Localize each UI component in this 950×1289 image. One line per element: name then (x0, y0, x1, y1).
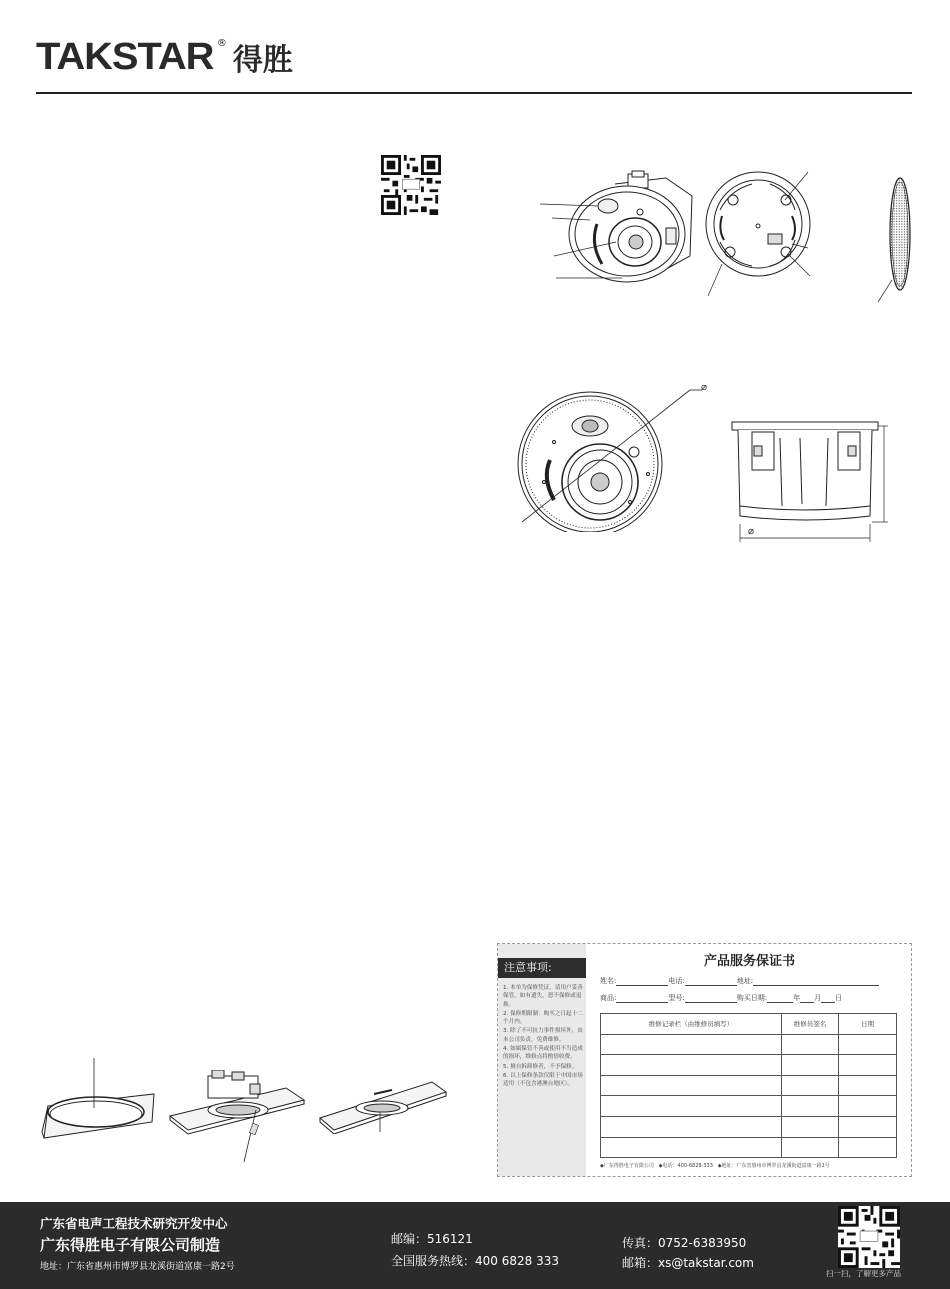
warranty-fields-row-1 (600, 976, 879, 986)
side-diameter-symbol: ⌀ (748, 526, 755, 537)
field-purchase-date-label: 购买日期: (736, 994, 768, 1002)
footer-company: 广东得胜电子有限公司制造 (40, 1236, 221, 1254)
repair-record-cell[interactable] (601, 1075, 782, 1096)
footer-address: 地址：广东省惠州市博罗县龙溪街道富康一路2号 (40, 1262, 235, 1272)
page-footer (0, 1202, 950, 1289)
field-phone-blank[interactable] (685, 977, 737, 986)
front-dimension-figure (508, 382, 708, 532)
footer-research-center: 广东省电声工程技术研究开发中心 (40, 1216, 228, 1231)
field-model-label: 型号: (668, 994, 685, 1002)
table-row (601, 1116, 897, 1137)
install-step-2-figure (168, 1070, 308, 1166)
qr-caption: 扫一扫，了解更多产品 (826, 1269, 901, 1278)
warranty-fields-row-2 (600, 993, 842, 1003)
signature-cell[interactable] (782, 1075, 839, 1096)
install-step-1-figure (34, 1058, 156, 1140)
field-address-label: 地址: (736, 977, 754, 985)
date-cell[interactable] (839, 1075, 897, 1096)
footer-postcode: 邮编：516121 (391, 1232, 473, 1246)
date-cell[interactable] (839, 1096, 897, 1117)
warranty-footer-phone: ◆电话：400-6828-333 (658, 1163, 713, 1169)
table-row (601, 1055, 897, 1076)
qr-code-large (838, 1206, 900, 1268)
repair-record-cell[interactable] (601, 1055, 782, 1076)
signature-cell[interactable] (782, 1055, 839, 1076)
front-diameter-symbol: ⌀ (701, 382, 708, 393)
footer-fax: 传真：0752-6383950 (622, 1236, 747, 1250)
field-day-blank[interactable] (821, 994, 835, 1003)
note-item: 5. 擅自拆卸修者，不予保修。 (503, 1063, 578, 1070)
note-item: 2. 保修期限制：购买之日起十二个月内。 (503, 1010, 583, 1026)
table-header-row (601, 1014, 897, 1035)
date-cell[interactable] (839, 1137, 897, 1158)
field-month-label: 月 (814, 994, 822, 1002)
header-date: 日期 (839, 1014, 897, 1035)
field-model-blank[interactable] (685, 994, 737, 1003)
note-item: 4. 如属保管不善或使用不当造成的损坏，维修点将酌情收费。 (503, 1046, 583, 1061)
field-phone-label: 电话: (668, 977, 685, 985)
brand-name-en: TAKSTAR (36, 36, 214, 78)
footer-email[interactable]: 邮箱：xs@takstar.com (622, 1256, 754, 1270)
install-step-3-figure (318, 1074, 448, 1134)
field-year-blank[interactable] (767, 994, 793, 1003)
header-divider (36, 92, 912, 94)
signature-cell[interactable] (782, 1034, 839, 1055)
warranty-card (497, 943, 912, 1177)
repair-record-cell[interactable] (601, 1137, 782, 1158)
warranty-footer-company: ◆广东得胜电子有限公司 (600, 1163, 654, 1169)
header-repair-record: 维修记录栏（由维修员填写） (601, 1014, 782, 1035)
warranty-footer (600, 1162, 830, 1169)
brand-logo (36, 38, 293, 76)
note-item: 6. 以上保修条款仅限于中国市场适用（不包含港澳台地区）。 (503, 1072, 583, 1088)
table-row (601, 1034, 897, 1055)
field-address-blank[interactable] (753, 977, 879, 986)
table-row (601, 1137, 897, 1158)
field-year-label: 年 (793, 994, 801, 1002)
field-day-label: 日 (835, 994, 843, 1002)
speaker-perspective-figure (540, 168, 700, 286)
repair-record-cell[interactable] (601, 1034, 782, 1055)
footer-hotline: 全国服务热线：400 6828 333 (391, 1254, 559, 1268)
header-technician-signature: 维修员签名 (782, 1014, 839, 1035)
repair-record-table (600, 1013, 897, 1158)
table-row (601, 1075, 897, 1096)
brand-name-cn: 得胜 (232, 43, 293, 78)
date-cell[interactable] (839, 1055, 897, 1076)
warranty-footer-address: ◆地址：广东省惠州市博罗县龙溪街道富康一路2号 (717, 1163, 830, 1169)
field-month-blank[interactable] (800, 994, 814, 1003)
speaker-back-figure (700, 170, 820, 298)
field-product-blank[interactable] (616, 994, 668, 1003)
qr-code-small (380, 155, 442, 215)
signature-cell[interactable] (782, 1116, 839, 1137)
field-name-label: 姓名: (600, 977, 617, 985)
table-row (601, 1096, 897, 1117)
grille-figure (872, 176, 918, 304)
note-item: 1. 本单为保修凭证，请用户妥善保管，如有遗失，恕不保修或退换。 (503, 985, 583, 1008)
repair-record-cell[interactable] (601, 1096, 782, 1117)
date-cell[interactable] (839, 1034, 897, 1055)
field-product-label: 商品: (600, 994, 617, 1002)
repair-record-cell[interactable] (601, 1116, 782, 1137)
warranty-title: 产品服务保证书 (703, 954, 795, 969)
registered-mark: ® (216, 38, 227, 49)
field-name-blank[interactable] (616, 977, 668, 986)
date-cell[interactable] (839, 1116, 897, 1137)
note-item: 3. 除了不可抗力事件损坏外，由本公司负责，免费维修。 (503, 1028, 583, 1043)
notes-title: 注意事项: (498, 958, 586, 978)
signature-cell[interactable] (782, 1096, 839, 1117)
warranty-notes-panel (498, 944, 586, 1176)
signature-cell[interactable] (782, 1137, 839, 1158)
notes-list (503, 984, 583, 1090)
